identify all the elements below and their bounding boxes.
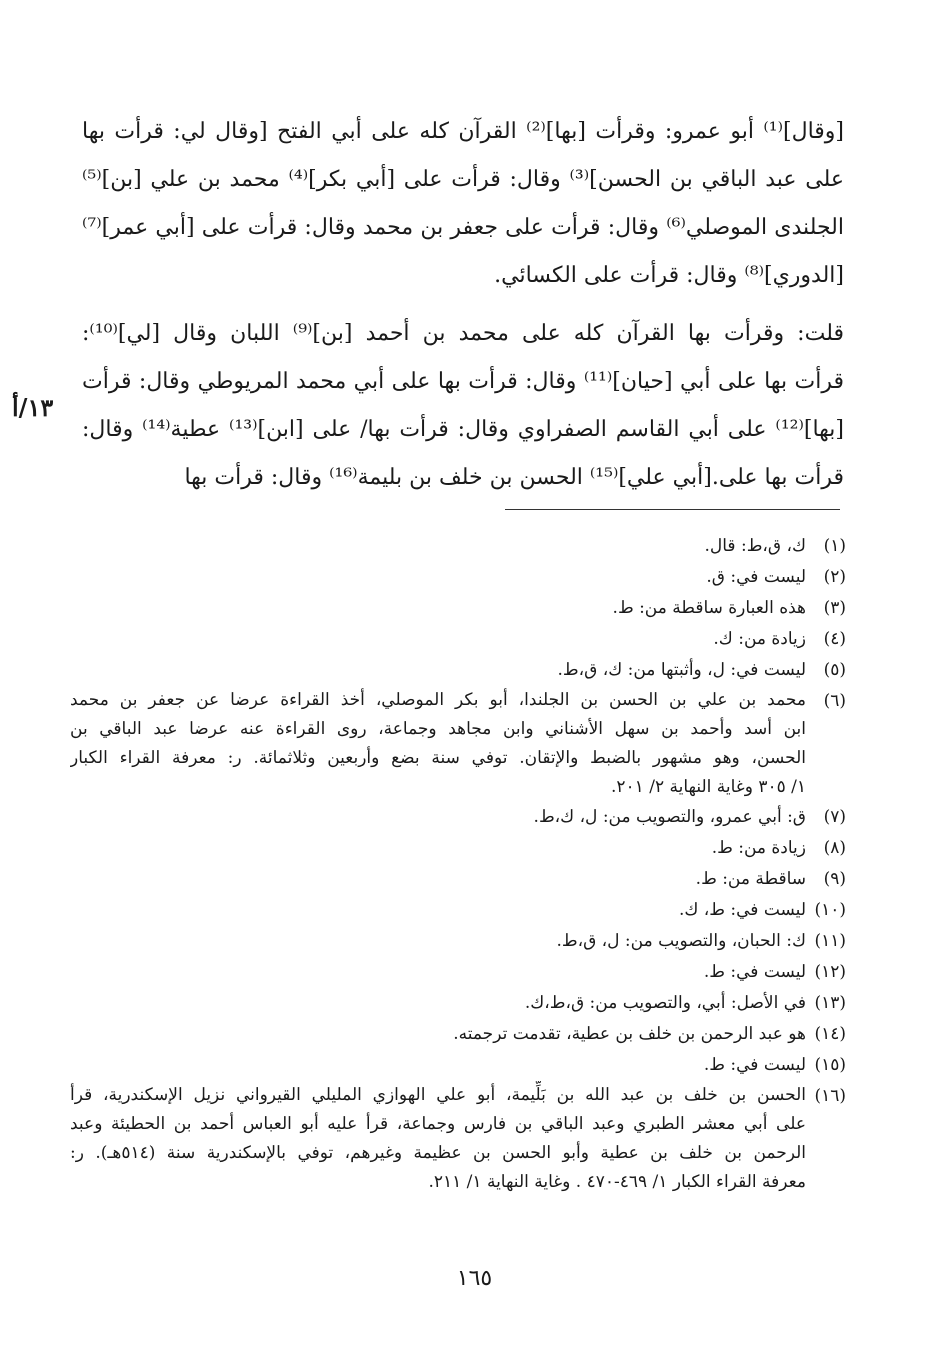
footnote-text	[70, 562, 806, 593]
footnote	[70, 833, 846, 864]
footnote-line: ليست في: ط، ك.	[678, 900, 806, 920]
page-number: ١٦٥	[456, 1266, 493, 1291]
footnote-text	[70, 988, 806, 1019]
footnote-number: (١٤)	[814, 1024, 846, 1044]
margin-folio-reference: ١٣/أ	[12, 393, 54, 422]
footnote	[70, 988, 846, 1019]
footnote-text	[70, 1019, 806, 1050]
footnote-text	[70, 686, 806, 802]
footnote-line: ليست في: ل، وأثبتها من: ك، ق،ط.	[557, 660, 806, 680]
footnote-text	[70, 802, 806, 833]
footnote-number: (٦)	[823, 691, 846, 711]
footnote-text	[70, 926, 806, 957]
footnote	[70, 686, 846, 802]
footnote-number: (٨)	[823, 838, 846, 858]
footnote-line: هو عبد الرحمن بن خلف بن عطية، تقدمت ترجمته.	[453, 1024, 806, 1044]
footnote-line: على أبي معشر الطبري وعبد الباقي بن فارس وجماعة، قرأ عليه أبو العباس أحمد بن الحطيئة وعبد	[70, 1114, 806, 1134]
footnote-number: (١٦)	[814, 1086, 846, 1106]
footnote-text	[70, 833, 806, 864]
footnote-number: (١٥)	[814, 1055, 846, 1075]
footnote-number: (٥)	[823, 660, 846, 680]
text-line: الجلندى الموصلي⁽⁶⁾ وقال: قرأت على جعفر بن محمد وقال: قرأت على [أبي عمر]⁽⁷⁾	[82, 215, 844, 240]
footnote-line: ليست في: ط.	[703, 962, 806, 982]
footnote	[70, 624, 846, 655]
text-line: قرأت بها على أبي [حيان]⁽¹¹⁾ وقال: قرأت بها على أبي محمد المريوطي وقال: قرأت	[82, 369, 844, 394]
text-line: [وقال]⁽¹⁾ أبو عمرو: وقرأت [بها]⁽²⁾ القرآن كله على أبي الفتح [وقال لي: قرأت بها	[82, 119, 844, 144]
footnote-text	[70, 895, 806, 926]
footnote-number: (٤)	[823, 629, 846, 649]
footnote-line: معرفة القراء الكبار ١/ ٤٦٩-٤٧٠ . وغاية النهاية ١/ ٢١١.	[428, 1172, 806, 1192]
footnote	[70, 957, 846, 988]
footnote-line: الحسن بن خلف بن عبد الله بن بَلِّيمة، أبو علي الهوازي المليلي القيرواني نزيل الإسكندرية، قرأ	[70, 1085, 806, 1105]
text-line: قلت: وقرأت بها القرآن كله على محمد بن أحمد [بن]⁽⁹⁾ اللبان وقال [لي]⁽¹⁰⁾:	[82, 321, 844, 346]
footnote	[70, 531, 846, 562]
footnote	[70, 1019, 846, 1050]
footnote-number: (١٠)	[814, 900, 846, 920]
footnote-number: (٣)	[823, 598, 846, 618]
footnote-text	[70, 624, 806, 655]
footnote-number: (٧)	[823, 807, 846, 827]
footnotes	[70, 531, 846, 1197]
text-line: [الدوري]⁽⁸⁾ وقال: قرأت على الكسائي.	[494, 263, 844, 288]
main-text	[82, 108, 844, 502]
footnote-text	[70, 1050, 806, 1081]
footnote	[70, 562, 846, 593]
footnote	[70, 895, 846, 926]
footnote-line: ك: الحبان، والتصويب من: ل، ق،ط.	[556, 931, 806, 951]
text-line: [بها]⁽¹²⁾ على أبي القاسم الصفراوي وقال: قرأت بها/ على [ابن]⁽¹³⁾ عطية⁽¹⁴⁾ وقال:	[82, 417, 844, 442]
text-line: على عبد الباقي بن الحسن]⁽³⁾ وقال: قرأت على [أبي بكر]⁽⁴⁾ محمد بن علي [بن]⁽⁵⁾	[82, 167, 844, 192]
footnote	[70, 864, 846, 895]
footnote	[70, 1081, 846, 1197]
footnote-text	[70, 593, 806, 624]
text-line: قرأت بها على.[أبي علي]⁽¹⁵⁾ الحسن بن خلف بن بليمة⁽¹⁶⁾ وقال: قرأت بها	[184, 465, 844, 490]
footnote-line: ليست في: ط.	[703, 1055, 806, 1075]
paragraph-2	[82, 310, 844, 502]
footnote-line: ساقطة من: ط.	[695, 869, 806, 889]
footnote-line: ك، ق،ط: قال.	[704, 536, 806, 556]
footnote	[70, 802, 846, 833]
footnote-line: الحسن، وهو مشهور بالضبط والإتقان. توفي سنة بضع وأربعين وثلاثمائة. ر: معرفة القراء الكبار	[70, 748, 806, 768]
footnote-line: في الأصل: أبي، والتصويب من: ق،ط،ك.	[524, 993, 806, 1013]
footnote-line: الرحمن بن خلف بن عطية وأبو الحسن بن عظيمة وغيرهم، توفي بالإسكندرية سنة (٥١٤هـ). ر:	[70, 1143, 806, 1163]
footnote-number: (١٢)	[814, 962, 846, 982]
footnote-number: (٩)	[823, 869, 846, 889]
footnote-number: (١٣)	[814, 993, 846, 1013]
footnote-number: (١)	[823, 536, 846, 556]
footnote-line: زيادة من: ك.	[713, 629, 806, 649]
footnote-line: ١/ ٣٠٥ وغاية النهاية ٢/ ٢٠١.	[610, 777, 806, 797]
footnote-text	[70, 1081, 806, 1197]
footnote-line: ابن أسد وأحمد بن سهل الأشناني وابن مجاهد وجماعة، روى القراءة عنه عرضا عبد الباقي بن	[70, 719, 806, 739]
footnote-separator	[505, 509, 840, 510]
footnote	[70, 926, 846, 957]
footnote-line: ليست في: ق.	[706, 567, 806, 587]
footnote	[70, 593, 846, 624]
footnote-line: ق: أبي عمرو، والتصويب من: ل، ك،ط.	[533, 807, 806, 827]
paragraph-1	[82, 108, 844, 300]
footnote	[70, 655, 846, 686]
footnote-text	[70, 531, 806, 562]
footnote-line: محمد بن علي بن الحسن بن الجلندا، أبو بكر الموصلي، أخذ القراءة عرضا عن جعفر بن محمد	[70, 690, 806, 710]
footnote-text	[70, 655, 806, 686]
footnote-text	[70, 957, 806, 988]
footnote-text	[70, 864, 806, 895]
footnote-number: (١١)	[814, 931, 846, 951]
footnote	[70, 1050, 846, 1081]
footnote-number: (٢)	[823, 567, 846, 587]
footnote-line: هذه العبارة ساقطة من: ط.	[612, 598, 806, 618]
footnote-line: زيادة من: ط.	[711, 838, 806, 858]
